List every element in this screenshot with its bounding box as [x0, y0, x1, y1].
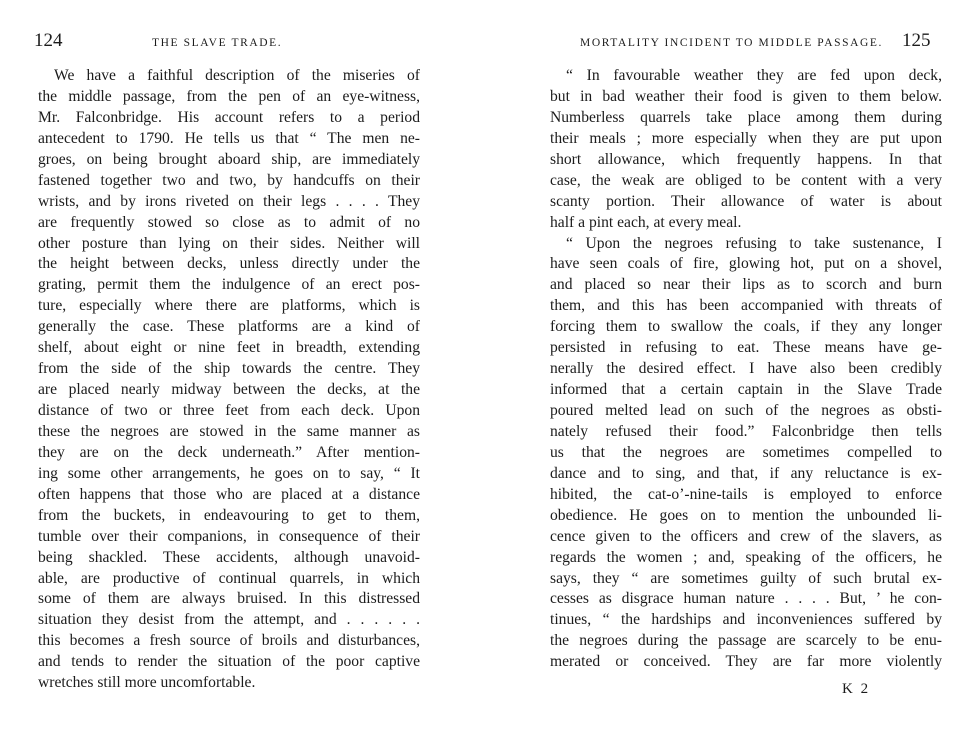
- text-line: half a pint each, at every meal.: [550, 213, 742, 231]
- text-line: tinues, “ the hardships and inconveniences suffered by: [550, 611, 942, 629]
- page-number: 125: [902, 30, 931, 51]
- text-line: grating, permit them the indulgence of an erect pos-: [38, 276, 420, 294]
- text-line: Numberless quarrels take place among them during: [550, 108, 942, 126]
- text-line: some of them are always bruised. In this distressed: [38, 590, 420, 608]
- text-line: scanty portion. Their allowance of water is about: [550, 192, 942, 210]
- text-line: We have a faithful description of the miseries of: [54, 67, 420, 84]
- text-line: tumble over their companions, in consequence of their: [38, 527, 420, 545]
- text-line: shelf, about eight or nine feet in breadth, extending: [38, 339, 420, 357]
- text-line: groes, on being brought aboard ship, are immediately: [38, 150, 420, 168]
- text-line: hibited, the cat-o’-nine-tails is employed to enforce: [550, 485, 942, 503]
- text-line: informed that a certain captain in the Slave Trade: [550, 381, 942, 399]
- left-page: [0, 0, 460, 734]
- text-line: the middle passage, from the pen of an eye-witness,: [38, 87, 420, 105]
- text-line: dance and to sing, and that, if any reluctance is ex-: [550, 464, 942, 482]
- text-line: and tends to render the situation of the poor captive: [38, 653, 420, 671]
- text-line: antecedent to 1790. He tells us that “ The men ne-: [38, 129, 420, 147]
- text-line: but in bad weather their food is given to them below.: [550, 87, 942, 105]
- text-line: these the negroes are stowed in the same manner as: [38, 422, 420, 440]
- text-line: the negroes during the passage are scarcely to be enu-: [550, 632, 942, 650]
- signature-mark: K 2: [842, 681, 871, 697]
- text-line: they are on the deck underneath.” After mention-: [38, 443, 420, 461]
- body-text: [550, 66, 942, 673]
- text-line: are placed nearly midway between the decks, at the: [38, 381, 420, 399]
- page-number: 124: [34, 30, 63, 51]
- text-line: have seen coals of fire, glowing hot, put on a shovel,: [550, 255, 942, 273]
- text-line: from the side of the ship towards the centre. They: [38, 360, 420, 378]
- text-line: Mr. Falconbridge. His account refers to a period: [38, 108, 420, 126]
- text-line: says, they “ are sometimes guilty of such brutal ex-: [550, 569, 942, 587]
- text-line: obedience. He goes on to mention the unbounded li-: [550, 506, 942, 524]
- text-line: persisted in refusing to eat. These means have ge-: [550, 339, 942, 357]
- text-line: case, the weak are obliged to be content with a very: [550, 171, 942, 189]
- right-page: [520, 0, 980, 734]
- text-line: their meals ; more especially when they are put upon: [550, 129, 942, 147]
- text-line: “ In favourable weather they are fed upon deck,: [566, 67, 942, 84]
- text-line: from the buckets, in endeavouring to get to them,: [38, 506, 420, 524]
- text-line: this becomes a fresh source of broils and disturbances,: [38, 632, 420, 650]
- text-line: generally the case. These platforms are a kind of: [38, 318, 420, 336]
- text-line: “ Upon the negroes refusing to take sustenance, I: [566, 234, 942, 252]
- text-line: forcing them to swallow the coals, if they any longer: [550, 318, 942, 336]
- text-line: the height between decks, unless directly under the: [38, 255, 420, 273]
- text-line: fastened together two and two, by handcuffs on their: [38, 171, 420, 189]
- text-line: them, and this has been accompanied with threats of: [550, 297, 942, 315]
- text-line: short allowance, which frequently happens. In that: [550, 150, 942, 168]
- text-line: ing some other arrangements, he goes on to say, “ It: [38, 464, 420, 482]
- text-line: able, are productive of continual quarrels, in which: [38, 569, 420, 587]
- text-line: cesses as disgrace human nature . . . . But, ’ he con-: [550, 590, 942, 608]
- text-line: merated or conceived. They are far more violently: [550, 653, 942, 671]
- text-line: nerally the desired effect. I have also been credibly: [550, 360, 942, 378]
- text-line: cence given to the officers and crew of the slavers, as: [550, 527, 942, 545]
- body-text: [38, 66, 420, 694]
- text-line: us that the negroes are sometimes compelled to: [550, 443, 942, 461]
- text-line: wretches still more uncomfortable.: [38, 674, 256, 692]
- text-line: regards the women ; and, speaking of the officers, he: [550, 548, 942, 566]
- running-head: THE SLAVE TRADE.: [152, 37, 283, 49]
- text-line: situation they desist from the attempt, and . . . . . .: [38, 611, 420, 629]
- text-line: poured melted lead on such of the negroes as obsti-: [550, 402, 942, 419]
- running-head: MORTALITY INCIDENT TO MIDDLE PASSAGE.: [580, 37, 884, 49]
- text-line: are frequently stowed so close as to admit of no: [38, 213, 420, 231]
- text-line: and placed so near their lips as to scorch and burn: [550, 276, 942, 294]
- text-line: ture, especially where there are platforms, which is: [38, 297, 420, 315]
- text-line: often happens that those who are placed at a distance: [38, 485, 420, 503]
- text-line: wrists, and by irons riveted on their legs . . . . They: [38, 192, 420, 210]
- text-line: distance of two or three feet from each deck. Upon: [38, 402, 420, 419]
- text-line: other posture than lying on their sides. Neither will: [38, 234, 420, 252]
- text-line: being shackled. These accidents, although unavoid-: [38, 548, 420, 566]
- text-line: nately refused their food.” Falconbridge then tells: [550, 422, 942, 440]
